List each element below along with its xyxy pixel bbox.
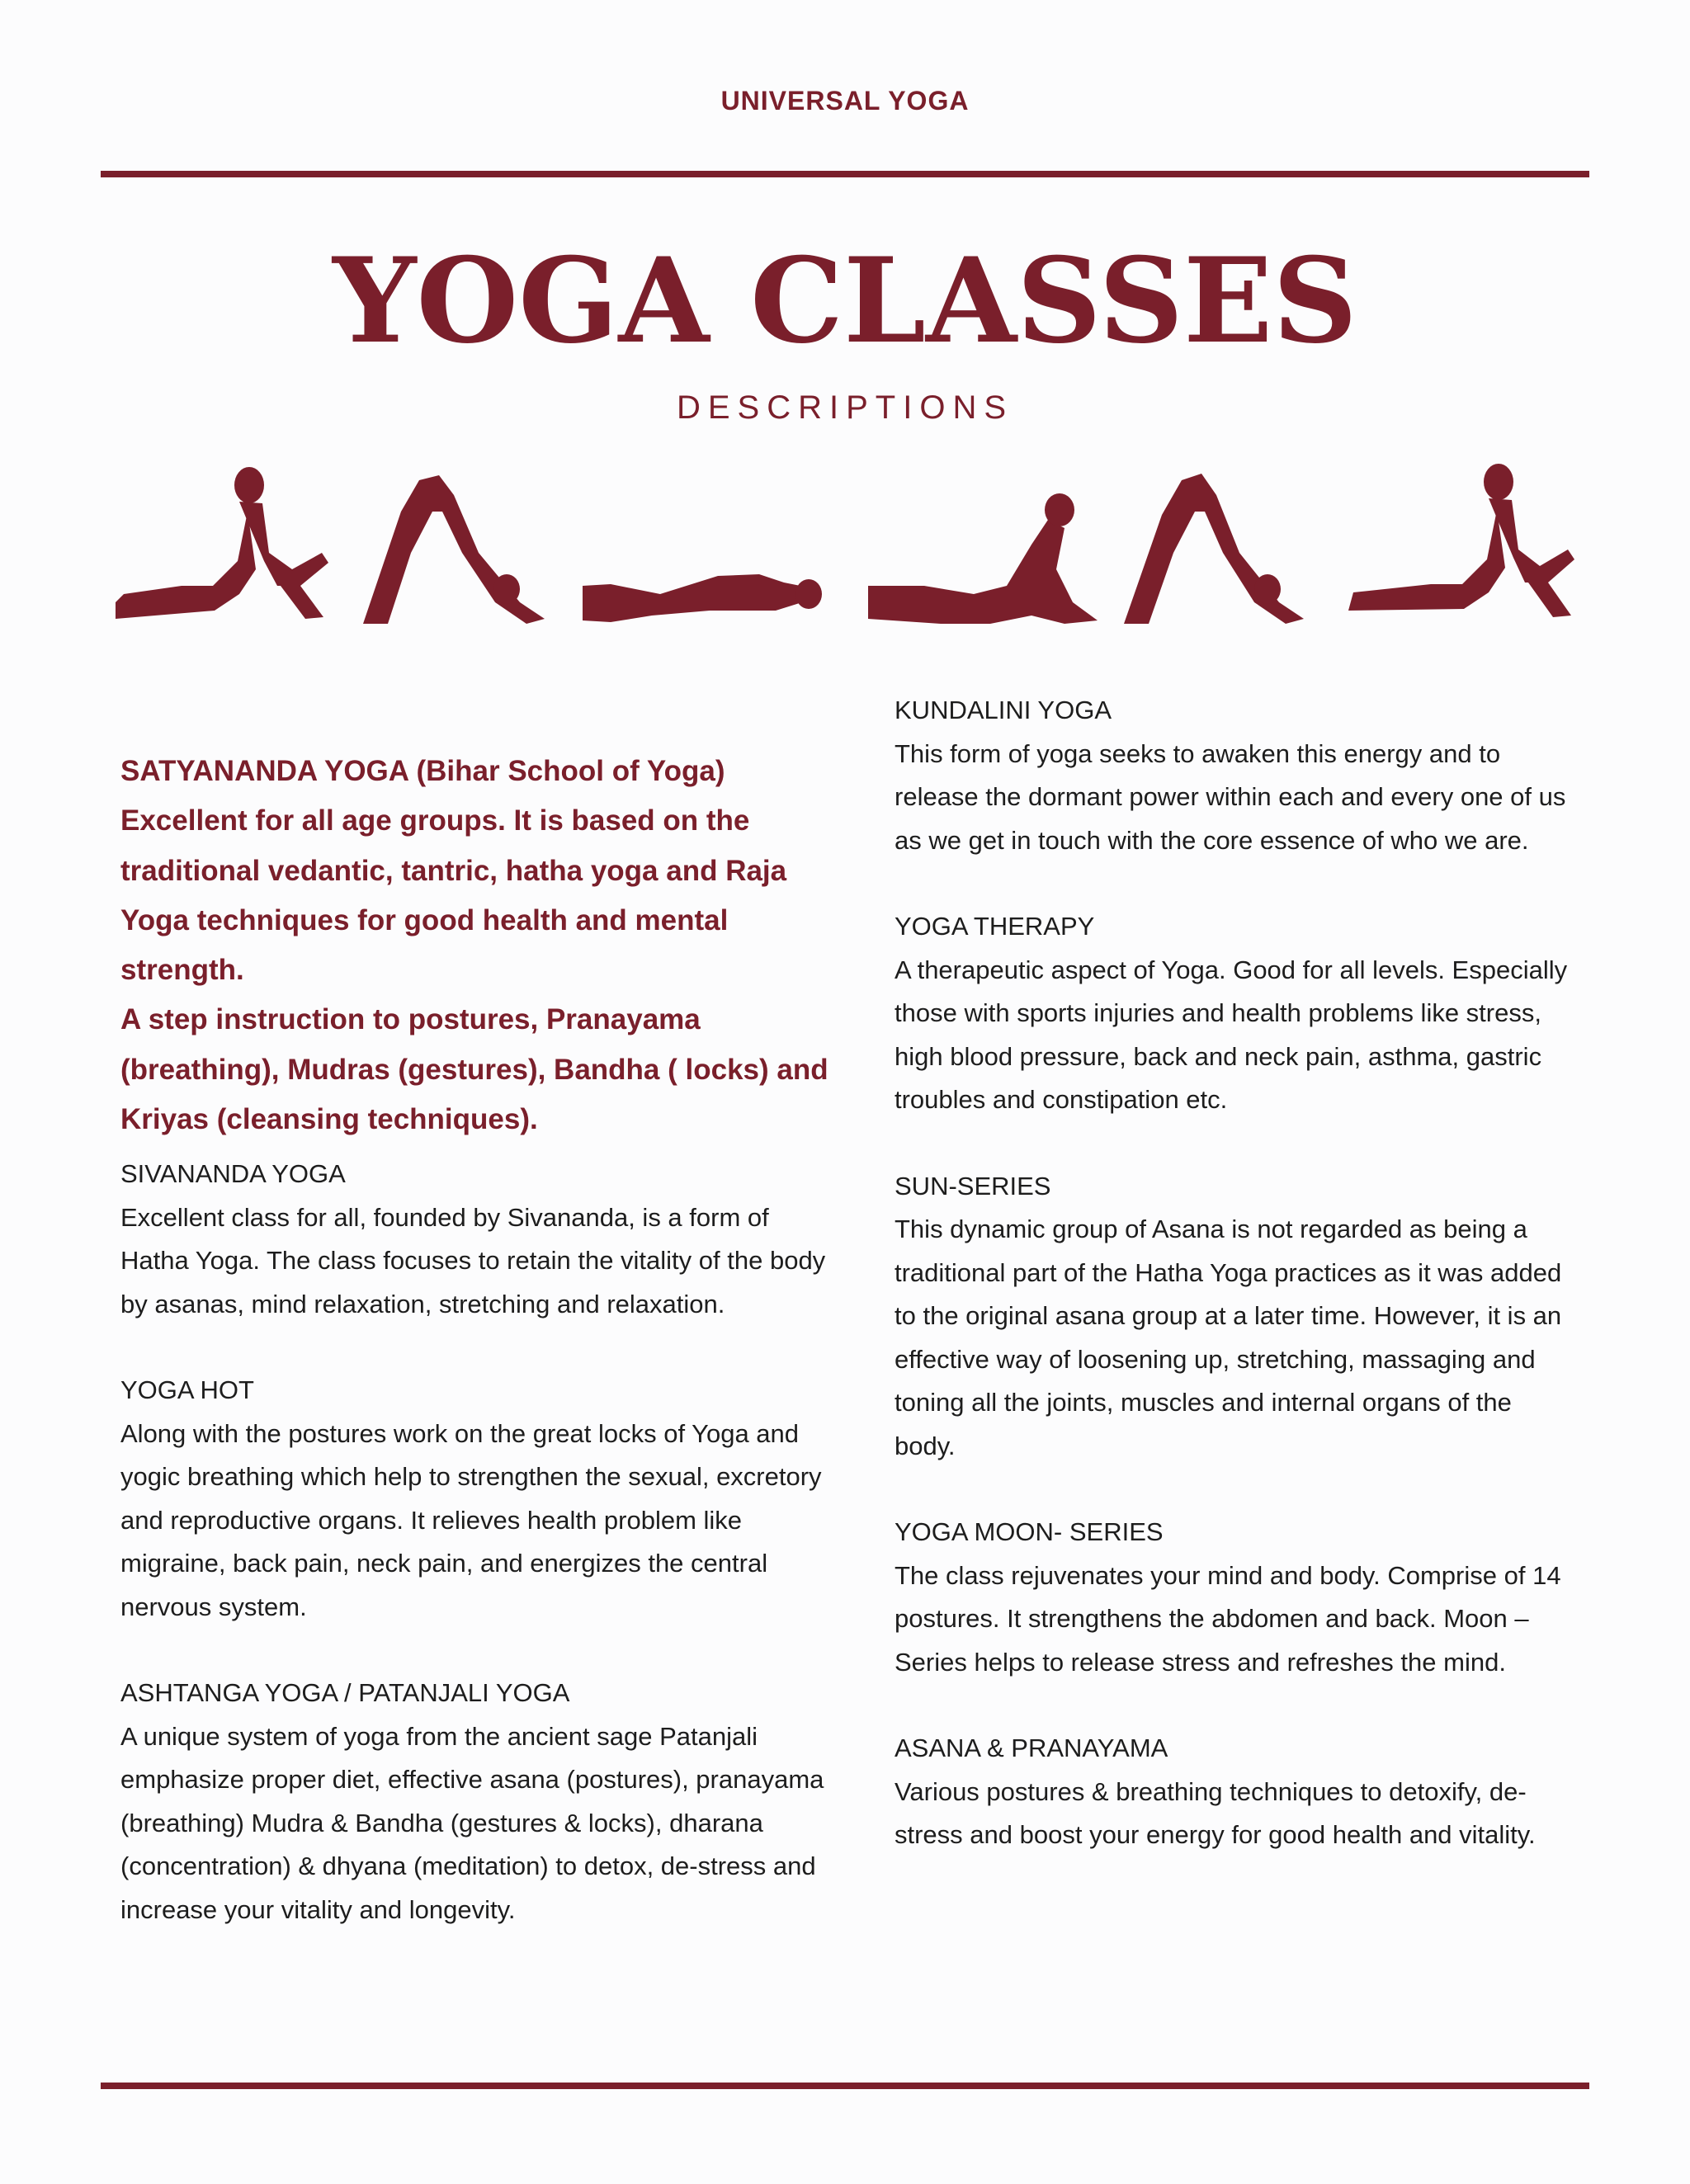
top-divider (101, 171, 1589, 177)
section-asana-pranayama (895, 1727, 1579, 1857)
section-sun-series (895, 1165, 1579, 1469)
left-column (120, 747, 830, 1974)
right-column (895, 689, 1579, 1900)
section-sivananda (120, 1153, 830, 1326)
page-title: YOGA CLASSES (333, 233, 1357, 370)
pose-cobra (868, 493, 1098, 624)
section-text: This dynamic group of Asana is not regarded as being a traditional part of the Hatha Yoga practices as it was added to the original asana group at a later time. However, it is an effective way of loosening up, stretching, massaging and toning all the joints, muscles and internal organs of the body. (895, 1215, 1562, 1460)
pose-lunge-1 (116, 467, 328, 619)
section-moon-series (895, 1511, 1579, 1684)
section-title: YOGA THERAPY (895, 912, 1095, 941)
section-text: This form of yoga seeks to awaken this energy and to release the dormant power within each and every one of us as we get in touch with the core essence of who we are. (895, 738, 1566, 855)
feature-title: SATYANANDA YOGA (Bihar School of Yoga) (120, 755, 725, 787)
section-text: Excellent class for all, founded by Sivananda, is a form of Hatha Yoga. The class focuses to retain the vitality of the body by asanas, mind relaxation, stretching and relaxation. (120, 1202, 826, 1318)
section-text: A therapeutic aspect of Yoga. Good for all levels. Especially those with sports injuries and health problems like stress, high blood pressure, back and neck pain, asthma, gastric troubles and constipation etc. (895, 955, 1568, 1114)
section-title: SUN-SERIES (895, 1171, 1051, 1200)
feature-satyananda (120, 747, 830, 1144)
section-title: ASANA & PRANAYAMA (895, 1734, 1168, 1762)
brand-name: UNIVERSAL YOGA (720, 86, 970, 116)
feature-text-2: A step instruction to postures, Pranayama (breathing), Mudras (gestures), Bandha ( locks) and Kriyas (cleansing techniques). (120, 1003, 828, 1136)
section-title: YOGA HOT (120, 1375, 254, 1405)
pose-downward-dog-2 (1124, 474, 1304, 624)
section-title: ASHTANGA YOGA / PATANJALI YOGA (120, 1678, 570, 1708)
page-subtitle: DESCRIPTIONS (676, 389, 1014, 426)
pose-downward-dog-1 (363, 475, 545, 624)
section-kundalini (895, 689, 1579, 862)
feature-text-1: Excellent for all age groups. It is based on the traditional vedantic, tantric, hatha yoga and Raja Yoga techniques for good health and mental strength. (120, 804, 787, 987)
section-text: Various postures & breathing techniques to detoxify, de-stress and boost your energy for good health and vitality. (895, 1776, 1536, 1849)
section-title: KUNDALINI YOGA (895, 696, 1112, 724)
bottom-divider (101, 2083, 1589, 2089)
pose-prostrate (583, 574, 822, 622)
section-yoga-therapy (895, 905, 1579, 1122)
pose-lunge-2 (1348, 464, 1574, 617)
section-title: YOGA MOON- SERIES (895, 1517, 1164, 1546)
section-yoga-hot (120, 1369, 830, 1629)
sun-salutation-poses-image (116, 462, 1576, 635)
section-title: SIVANANDA YOGA (120, 1159, 346, 1189)
section-text: A unique system of yoga from the ancient sage Patanjali emphasize proper diet, effective asana (postures), pranayama (breathing) Mudra & Bandha (gestures & locks), dharana (concentration) & dhyana (meditation) to detox, de-stress and increase your vitality and longevity. (120, 1721, 824, 1924)
section-text: Along with the postures work on the great locks of Yoga and yogic breathing which help to strengthen the sexual, excretory and reproductive organs. It relieves health problem like migraine, back pain, neck pain, and energizes the central nervous system. (120, 1418, 822, 1621)
section-text: The class rejuvenates your mind and body. Comprise of 14 postures. It strengthens the abdomen and back. Moon – Series helps to release stress and refreshes the mind. (895, 1560, 1561, 1677)
section-ashtanga (120, 1672, 830, 1932)
